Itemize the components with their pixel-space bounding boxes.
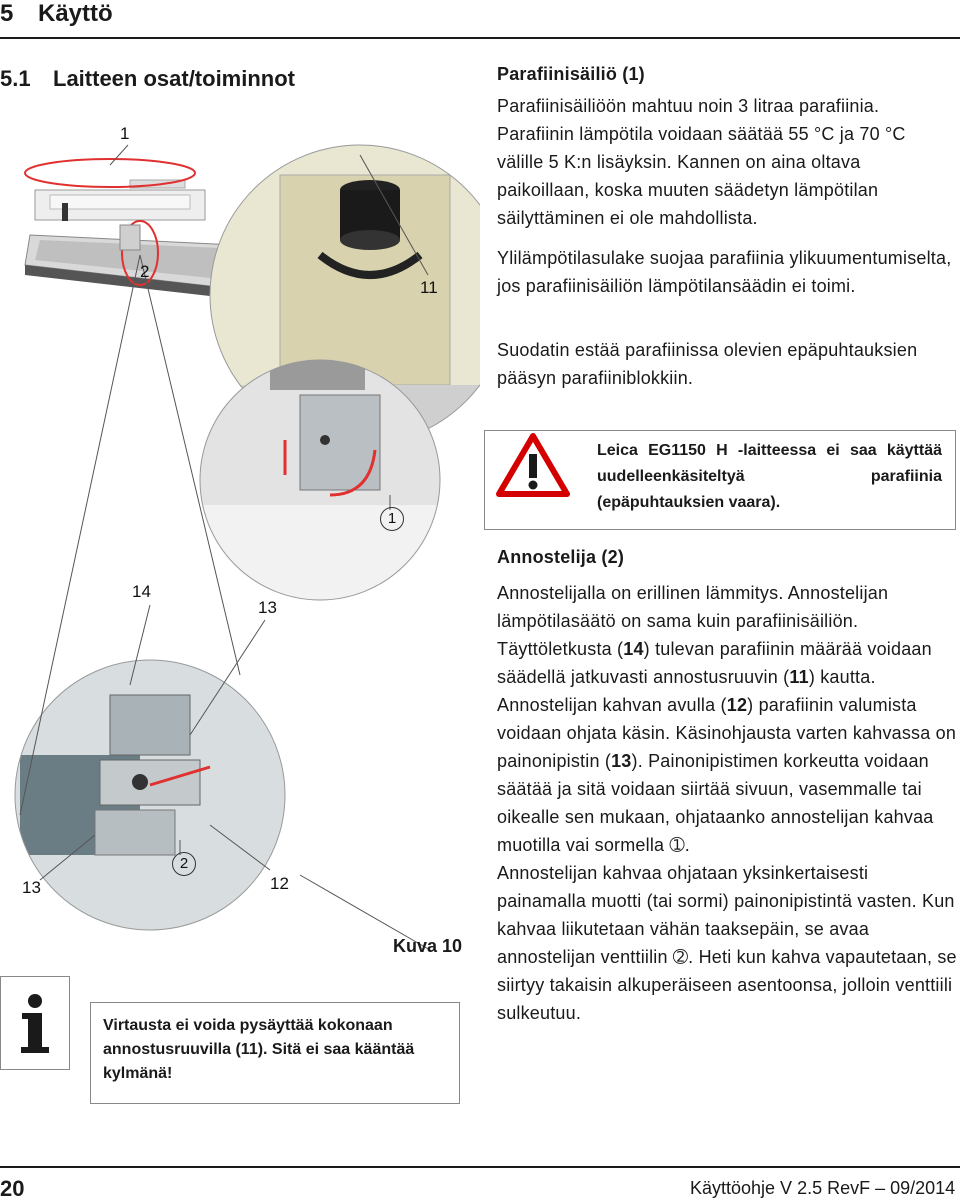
dispenser-sentence-2c: ) kautta. xyxy=(808,667,876,687)
heading-paraffin-tank: Parafiinisäiliö (1) xyxy=(497,64,645,84)
ref-12: 12 xyxy=(726,695,748,715)
callout-2-top: 2 xyxy=(140,262,150,281)
footer-rule xyxy=(0,1166,960,1168)
callout-13-top: 13 xyxy=(258,598,277,617)
paragraph-filter: Suodatin estää parafiinissa olevien epäpuhtauksien pääsyn parafiiniblokkiin. xyxy=(497,340,918,388)
callout-14: 14 xyxy=(132,582,151,601)
callout-1-top: 1 xyxy=(120,124,130,143)
document-reference: Käyttöohje V 2.5 RevF – 09/2014 xyxy=(690,1178,956,1198)
callout-13-left: 13 xyxy=(22,878,41,897)
info-icon xyxy=(1,977,69,1069)
info-text: Virtausta ei voida pysäyttää kokonaan annostusruuvilla (11). Sitä ei saa kääntää kylmänä! xyxy=(103,1017,415,1082)
heading-dispenser: Annostelija (2) xyxy=(497,547,625,567)
chapter-number: 5 xyxy=(0,0,14,27)
dispenser-sentence-1: Annostelijalla on erillinen lämmitys. Annostelijan lämpötilasäätö on sama kuin parafiinisäiliön. xyxy=(497,583,889,631)
ref-13: 13 xyxy=(611,751,632,771)
ref-11: 11 xyxy=(789,667,809,687)
dispenser-sentence-3b: ) parafiinin valumista voidaan ohjata käsin. Käsinohjausta varten kahvassa on painonipistin ( xyxy=(497,695,957,771)
callout-12: 12 xyxy=(270,874,289,893)
dispenser-sentence-3a: Annostelijan kahvan avulla ( xyxy=(497,695,727,715)
page-number: 20 xyxy=(0,1176,25,1201)
callout-11: 11 xyxy=(420,278,438,297)
warning-triangle-icon xyxy=(496,432,570,498)
section-title: Laitteen osat/toiminnot xyxy=(53,66,295,91)
header-rule xyxy=(0,37,960,39)
callout-2-bottom: 2 xyxy=(172,852,196,876)
paragraph-dispenser xyxy=(497,579,957,1027)
warning-text: Leica EG1150 H -laitteessa ei saa käyttää uudelleenkäsiteltyä parafiinia (epäpuhtauksien vaara). xyxy=(597,442,942,511)
callout-1-mid: 1 xyxy=(380,507,404,531)
dispenser-sentence-3c: ). Painonipistimen korkeutta voidaan säätää ja sitä voidaan siirtää sivuun, vasemmalle tai oikealle sen mukaan, ohjataanko annostelijan kahvaa muotilla vai sormella ➀. xyxy=(497,751,934,855)
info-icon-box xyxy=(0,976,70,1070)
dispenser-sentence-4: Annostelijan kahvaa ohjataan yksinkertaisesti painamalla muotti (tai sormi) painonipistintä vasten. Kun kahvaa liikutetaan vähän taaksepäin, se avaa annostelijan venttiilin ➁. Heti kun kahva vapautetaan, se siirtyy takaisin alkuperäiseen asentoonsa, jolloin venttiili sulkeutuu. xyxy=(497,863,957,1023)
figure-caption: Kuva 10 xyxy=(393,936,463,956)
dispenser-sentence-2b: ) tulevan parafiinin määrää voidaan säädellä jatkuvasti annostusruuvin ( xyxy=(497,639,932,687)
dispenser-sentence-2a: Täyttöletkusta ( xyxy=(497,639,624,659)
paragraph-overheat-fuse: Ylilämpötilasulake suojaa parafiinia ylikuumentumiselta, jos parafiinisäiliön lämpötilansäädin ei toimi. xyxy=(497,248,952,296)
handle-detail-photo xyxy=(10,655,300,945)
figure-10-illustration xyxy=(0,95,480,975)
paragraph-paraffin-capacity: Parafiinisäiliöön mahtuu noin 3 litraa parafiinia. Parafiinin lämpötila voidaan säätää 55 °C ja 70 °C välille 5 K:n lisäyksin. Kannen on aina oltava paikoillaan, koska muuten säädetyn lämpötilan säilyttäminen ei ole mahdollista. xyxy=(497,96,906,228)
section-number: 5.1 xyxy=(0,66,31,91)
ref-14: 14 xyxy=(623,639,644,659)
chapter-title: Käyttö xyxy=(38,0,113,27)
dispenser-detail-photo xyxy=(200,360,440,600)
